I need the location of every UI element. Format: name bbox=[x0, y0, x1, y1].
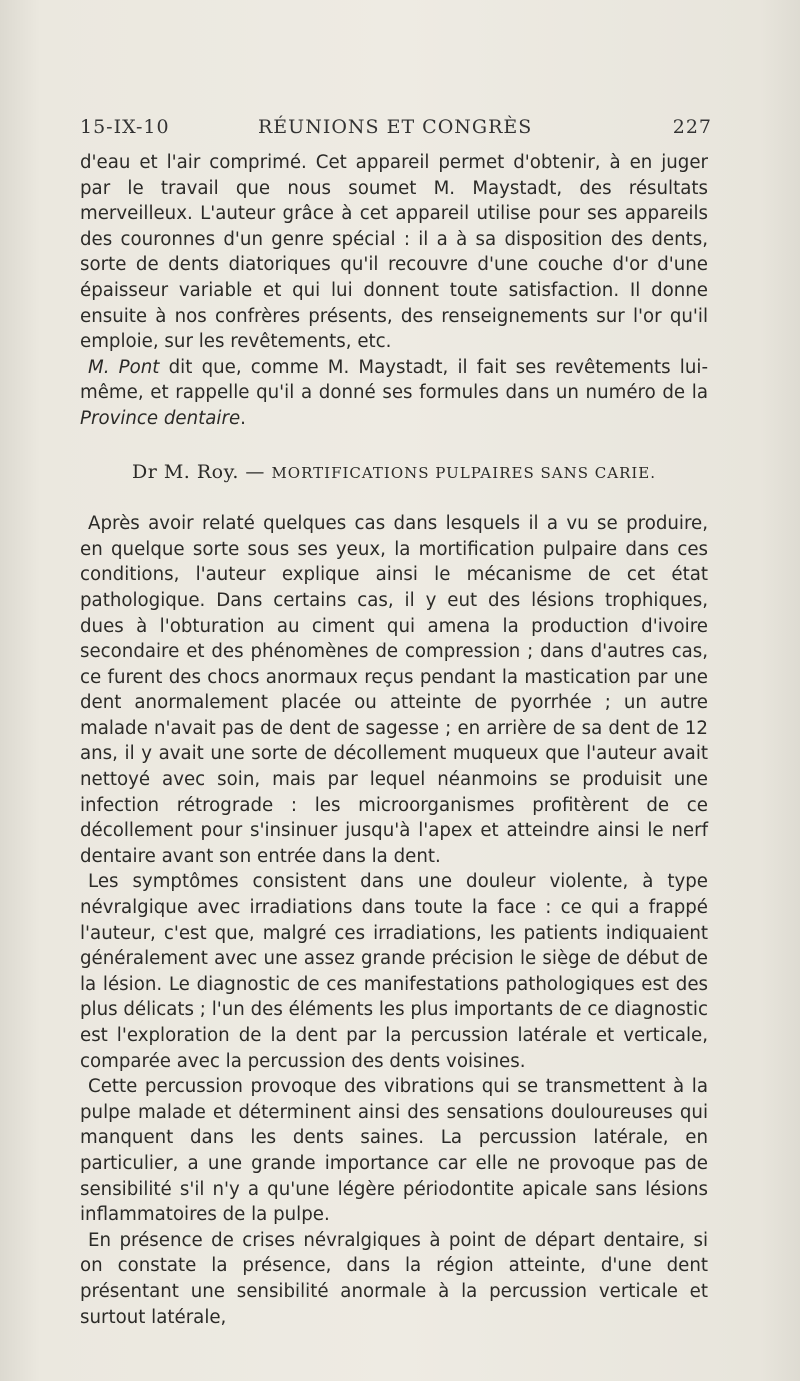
paragraph-percussion: Cette percussion provoque des vibrations qui se transmettent à la pulpe malade et déterminent ainsi des sensations douloureuses qui manquent dans les dents saines. La percussion latérale, en particulier, a une grande importance car elle ne provoque pas de sensibilité s'il n'y a qu'une légère périodontite apicale sans lésions inflammatoires de la pulpe. bbox=[80, 1076, 708, 1226]
running-header bbox=[80, 116, 712, 146]
header-date: 15-IX-10 bbox=[80, 116, 170, 138]
section-title: MORTIFICATIONS PULPAIRES SANS CARIE. bbox=[271, 463, 657, 482]
paragraph-continued: d'eau et l'air comprimé. Cet appareil permet d'obtenir, à en juger par le travail que nous soumet M. Maystadt, des résultats merveilleux. L'auteur grâce à cet appareil utilise pour ses appareils des couronnes d'un genre spécial : il a à sa disposition des dents, sorte de dents diatoriques qu'il recouvre d'une couche d'or d'une épaisseur variable et qui lui donnent toute satisfaction. Il donne ensuite à nos confrères présents, des renseignements sur l'or qu'il emploie, sur les revêtements, etc. bbox=[80, 152, 708, 353]
speaker-name: M. Pont bbox=[88, 356, 160, 378]
journal-title: Province dentaire bbox=[80, 407, 241, 429]
paragraph-neuralgia: En présence de crises névralgiques à point de départ dentaire, si on constate la présence, dans la région atteinte, d'une dent présentant une sensibilité anormale à la percussion verticale et surtout latérale, bbox=[80, 1229, 708, 1328]
page-body bbox=[80, 150, 708, 1330]
page-number: 227 bbox=[672, 116, 712, 138]
section-author: Dr M. Roy. bbox=[131, 460, 239, 483]
paragraph-pont-text: dit que, comme M. Maystadt, il fait ses revêtements lui-même, et rappelle qu'il a donné ses formules dans un numéro de la bbox=[80, 356, 709, 404]
header-title: RÉUNIONS ET CONGRÈS bbox=[258, 116, 533, 138]
section-dash: — bbox=[238, 460, 272, 483]
paragraph-mechanism: Après avoir relaté quelques cas dans lesquels il a vu se produire, en quelque sorte sous ses yeux, la mortification pulpaire dans ces conditions, l'auteur explique ainsi le mécanisme de cet état pathologique. Dans certains cas, il y eut des lésions trophiques, dues à l'obturation au ciment qui amena la production d'ivoire secondaire et des phénomènes de compression ; dans d'autres cas, ce furent des chocs anormaux reçus pendant la mastication par une dent anormalement placée ou atteinte de pyorrhée ; un autre malade n'avait pas de dent de sagesse ; en arrière de sa dent de 12 ans, il y avait une sorte de décollement muqueux que l'auteur avait nettoyé avec soin, mais par lequel néanmoins se produisit une infection rétrograde : les microorganismes profitèrent de ce décollement pour s'insinuer jusqu'à l'apex et atteindre ainsi le nerf dentaire avant son entrée dans la dent. bbox=[80, 513, 708, 867]
paragraph-symptoms: Les symptômes consistent dans une douleur violente, à type névralgique avec irradiations dans toute la face : ce qui a frappé l'auteur, c'est que, malgré ces irradiations, les patients indiquaient généralement avec une assez grande précision le siège de début de la lésion. Le diagnostic de ces manifestations pathologiques est des plus délicats ; l'un des éléments les plus importants de ce diagnostic est l'exploration de la dent par la percussion latérale et verticale, comparée avec la percussion des dents voisines. bbox=[80, 871, 708, 1072]
paragraph-pont-end: . bbox=[240, 407, 246, 429]
paragraph-pont bbox=[80, 355, 708, 432]
section-heading bbox=[80, 460, 708, 487]
